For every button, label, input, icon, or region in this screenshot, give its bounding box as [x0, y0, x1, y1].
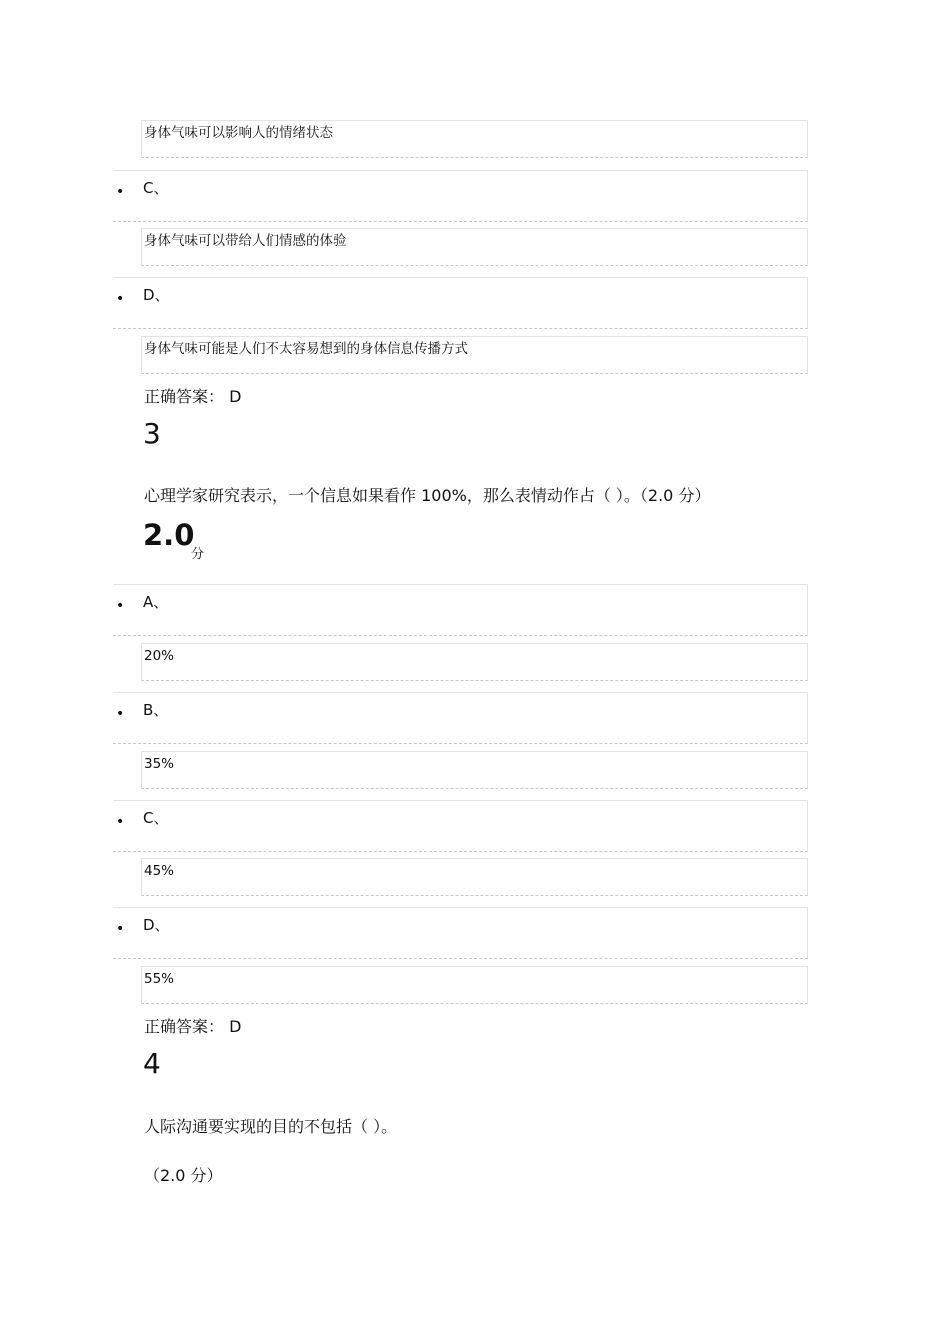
bullet-icon: •	[116, 184, 125, 200]
correct-answer: 正确答案： D	[144, 1017, 242, 1036]
question-score: （2.0 分）	[144, 1166, 223, 1185]
option-c-row[interactable]	[113, 170, 808, 222]
option-a-label: A、	[143, 593, 169, 611]
option-a-text: 20%	[144, 648, 175, 664]
option-d-text: 55%	[144, 971, 175, 987]
option-a-text-box	[141, 643, 808, 681]
question-score: 2.0	[143, 518, 195, 552]
question-text: 心理学家研究表示，一个信息如果看作 100%，那么表情动作占（ ）。（2.0 分）	[144, 486, 711, 505]
bullet-icon: •	[116, 598, 125, 614]
option-b-row[interactable]	[113, 692, 808, 744]
option-b-text: 身体气味可以影响人的情绪状态	[144, 125, 333, 141]
question-score-unit: 分	[191, 547, 205, 562]
bullet-icon: •	[116, 706, 125, 722]
bullet-icon: •	[116, 814, 125, 830]
correct-answer: 正确答案： D	[144, 387, 242, 406]
option-c-label: C、	[143, 179, 169, 197]
option-d-text-box	[141, 966, 808, 1004]
option-d-label: D、	[143, 916, 170, 934]
option-c-row[interactable]	[113, 800, 808, 852]
bullet-icon: •	[116, 921, 125, 937]
option-a-row[interactable]	[113, 584, 808, 636]
option-d-text: 身体气味可能是人们不太容易想到的身体信息传播方式	[144, 341, 468, 357]
option-b-text-box	[141, 120, 808, 158]
option-c-text: 身体气味可以带给人们情感的体验	[144, 233, 347, 249]
option-b-text-box	[141, 751, 808, 789]
option-d-row[interactable]	[113, 907, 808, 959]
option-b-text: 35%	[144, 756, 175, 772]
question-number: 4	[143, 1047, 161, 1080]
question-number: 3	[143, 417, 161, 450]
option-c-text: 45%	[144, 863, 175, 879]
option-d-row[interactable]	[113, 277, 808, 329]
option-d-text-box	[141, 336, 808, 374]
question-text: 人际沟通要实现的目的不包括（ ）。	[144, 1117, 398, 1136]
option-c-text-box	[141, 228, 808, 266]
bullet-icon: •	[116, 291, 125, 307]
option-c-label: C、	[143, 809, 169, 827]
option-b-label: B、	[143, 701, 169, 719]
option-d-label: D、	[143, 286, 170, 304]
option-c-text-box	[141, 858, 808, 896]
